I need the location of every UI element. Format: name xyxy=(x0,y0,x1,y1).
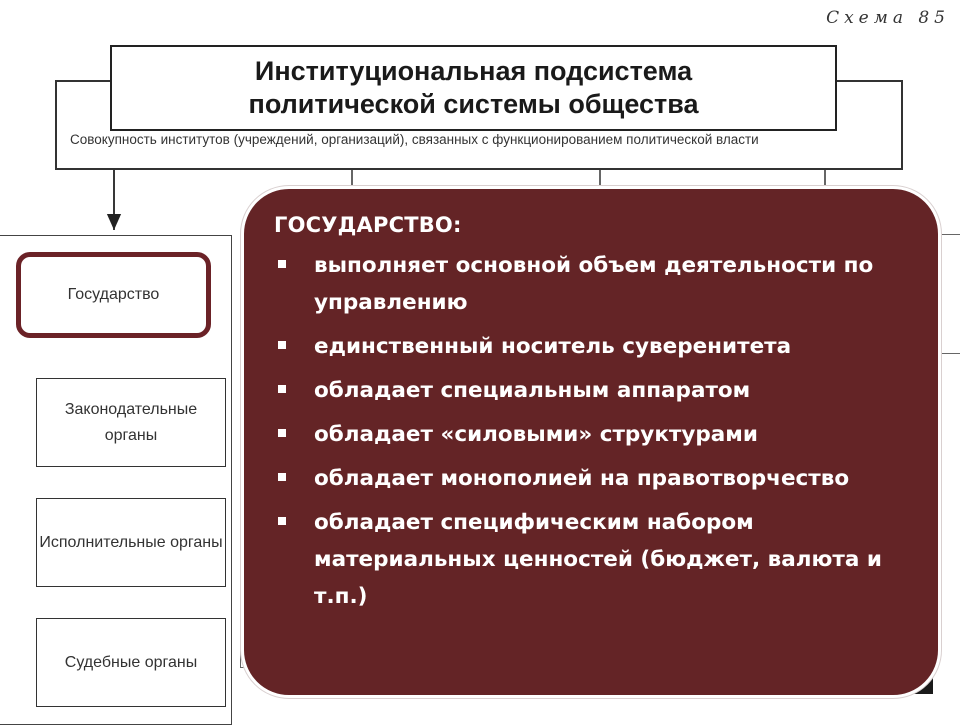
title-line-1: Институциональная подсистема xyxy=(254,56,693,86)
feature-item: обладает «силовыми» структурами xyxy=(274,416,904,453)
feature-item: выполняет основной объем деятельности по управлению xyxy=(274,247,904,321)
feature-item: обладает специфическим набором материальных ценностей (бюджет, валюта и т.п.) xyxy=(274,504,904,615)
feature-item: обладает специальным аппаратом xyxy=(274,372,904,409)
judicial-box: Судебные органы xyxy=(36,618,226,707)
executive-box: Исполнительные органы xyxy=(36,498,226,587)
features-list xyxy=(274,247,904,615)
subtitle: Совокупность институтов (учреждений, организаций), связанных с функционированием политической власти xyxy=(70,132,759,147)
legislative-box: Законодательные органы xyxy=(36,378,226,467)
feature-item: обладает монополией на правотворчество xyxy=(274,460,904,497)
card-title: ГОСУДАРСТВО: xyxy=(274,213,462,237)
scheme-number: Схема 85 xyxy=(826,8,950,28)
state-box: Государство xyxy=(16,252,211,338)
title-box xyxy=(110,45,837,131)
title-line-2: политической системы общества xyxy=(248,89,699,119)
state-features-card xyxy=(241,186,941,698)
feature-item: единственный носитель суверенитета xyxy=(274,328,904,365)
